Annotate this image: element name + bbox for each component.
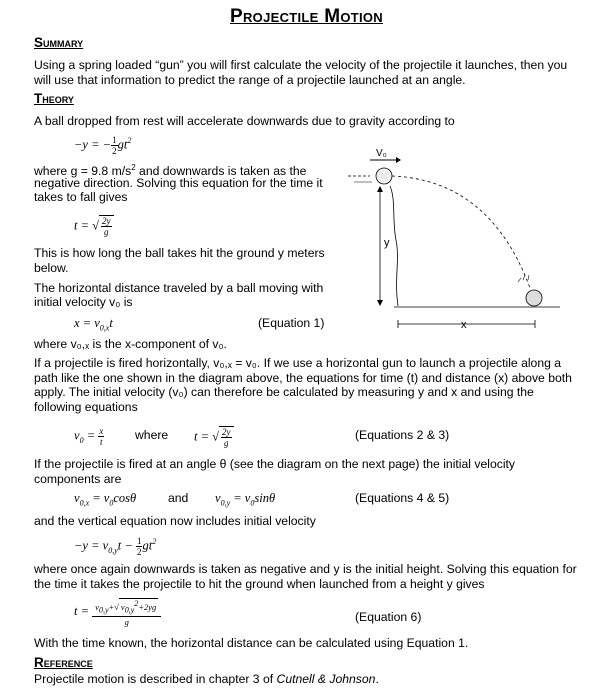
time-known-text: With the time known, the horizontal distance can be calculated using Equation 1. — [34, 636, 469, 650]
summary-text: Using a spring loaded “gun” you will first calculate the velocity of the projectile it launches, then you will use that information to predict the range of a projectile launched at an angle. — [34, 58, 568, 87]
equation-1: $x = v_{0,x}t$ — [74, 316, 113, 333]
post-edge — [390, 186, 398, 306]
equation-fall-time: t = √ $\frac{2y}{g}$ — [74, 215, 114, 237]
trajectory-path — [392, 176, 530, 288]
where-g-line1: where g = 9.8 $m/s^2$ and downwards is taken as the — [34, 163, 307, 179]
theory-heading: Theory — [34, 91, 74, 106]
fired-horizontally-text: If a projectile is fired horizontally, v₀,ₓ = v₀. If we use a horizontal gun to launch a projectile along a path like the one shown in the diagram above, the equations for time (t) and distance (x) above both apply. The initial velocity (v₀) can therefore be calculated by measuring y and x and using the following equations — [34, 356, 572, 414]
where-g-line3: takes to fall gives — [34, 190, 128, 204]
reference-heading: Reference — [34, 655, 93, 670]
landing-ball — [526, 290, 542, 306]
y-arrow-top — [377, 186, 383, 192]
equation-4: $v_{0,x} = v_0\cos\theta$ — [74, 491, 137, 508]
equations-4-5-number: (Equations 4 & 5) — [355, 491, 450, 505]
equation-vertical: $-y = v_{0,y}t$ − $\frac{1}{2}$ $gt^2$ — [74, 536, 157, 557]
equation-5: $v_{0,y} = v_0\sin\theta$ — [215, 491, 276, 508]
projectile-diagram — [340, 140, 565, 340]
equation-2-where: where — [135, 428, 169, 442]
reference-text: Projectile motion is described in chapter 3 of Cutnell & Johnson. — [34, 672, 379, 686]
launch-ball — [376, 168, 392, 184]
equations-2-3-number: (Equations 2 & 3) — [355, 428, 450, 442]
equation-1-number: (Equation 1) — [258, 316, 325, 330]
v0-label: V₀ — [376, 148, 387, 159]
equation-3: t = √ $\frac{2y}{g}$ — [194, 426, 234, 448]
horizontal-line2: initial velocity v₀ is — [34, 295, 133, 309]
page-title: Projectile Motion — [230, 6, 383, 27]
y-arrow-bottom — [377, 300, 383, 306]
angle-text: If the projectile is fired at an angle θ (see the diagram on the next page) the initial velocity components are — [34, 457, 516, 486]
equation-4-and: and — [168, 491, 189, 505]
horizontal-line1: The horizontal distance traveled by a ball moving with — [34, 281, 324, 295]
x-label: x — [461, 319, 467, 331]
equation-6: t = $\frac{v_{0,y}+√ v_{0,y}^2+2yg}{g}$ — [74, 598, 161, 627]
equation-6-number: (Equation 6) — [355, 610, 422, 624]
how-long-line1: This is how long the ball takes hit the ground y meters — [34, 246, 325, 260]
v0x-definition: where v₀,ₓ is the x-component of v₀. — [34, 337, 227, 351]
equation-free-fall: −y = − $\frac{1}{2}$ $gt^2$ — [74, 135, 132, 156]
how-long-line2: below. — [34, 261, 69, 275]
summary-heading: Summary — [34, 35, 84, 50]
vertical-text: and the vertical equation now includes initial velocity — [34, 514, 316, 528]
where-g-line2: negative direction. Solving this equation for the time it — [34, 176, 323, 190]
v0-arrowhead — [396, 157, 401, 163]
equation-2: $v_0$ = $\frac{x}{t}$ — [74, 426, 104, 447]
theory-intro: A ball dropped from rest will accelerate downwards due to gravity according to — [34, 114, 455, 128]
once-again-text: where once again downwards is taken as negative and y is the initial height. Solving this equation for the time it takes the projectile to hit the ground when launched from a height y gives — [34, 562, 577, 591]
y-label: y — [384, 237, 390, 249]
